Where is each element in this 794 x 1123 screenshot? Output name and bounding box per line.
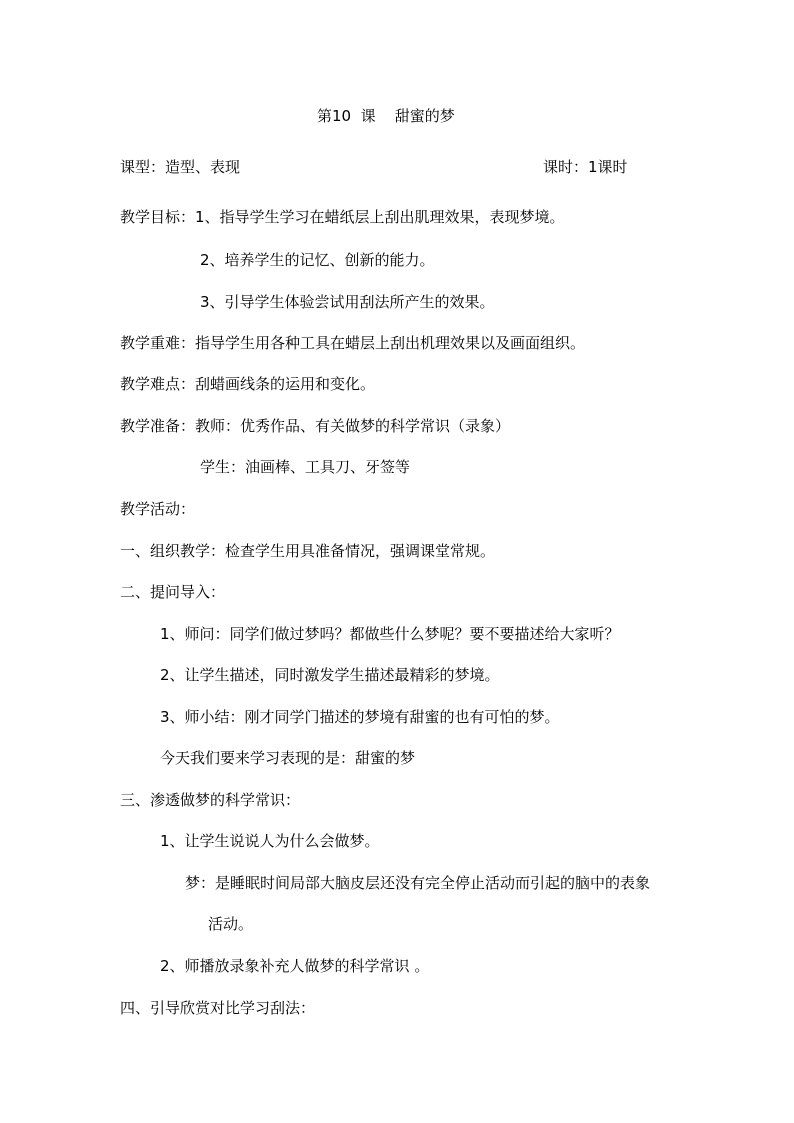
section-3-item-1: 1、让学生说说人为什么会做梦。 [160, 832, 380, 850]
key-points: 教学重难：指导学生用各种工具在蜡层上刮出机理效果以及画面组织。 [120, 334, 586, 352]
objective-2: 2、培养学生的记忆、创新的能力。 [200, 251, 435, 269]
dream-definition-cont: 活动。 [208, 915, 254, 933]
activities-heading: 教学活动： [120, 500, 196, 518]
section-1: 一、组织教学：检查学生用具准备情况，强调课堂常规。 [120, 542, 496, 560]
section-3: 三、渗透做梦的科学常识： [120, 791, 301, 809]
preparation-student: 学生：油画棒、工具刀、牙签等 [200, 458, 411, 476]
section-2-item: 3、师小结：刚才同学门描述的梦境有甜蜜的也有可怕的梦。 [160, 708, 560, 726]
objective-1: 教学目标：1、指导学生学习在蜡纸层上刮出肌理效果，表现梦境。 [120, 208, 565, 226]
lesson-title: 第10 课 甜蜜的梦 [317, 107, 455, 125]
difficulty: 教学难点：刮蜡画线条的运用和变化。 [120, 375, 376, 393]
preparation-teacher: 教学准备：教师：优秀作品、有关做梦的科学常识（录象） [120, 417, 511, 435]
objective-3: 3、引导学生体验尝试用刮法所产生的效果。 [200, 293, 495, 311]
section-2-item: 今天我们要来学习表现的是：甜蜜的梦 [160, 749, 416, 767]
section-4: 四、引导欣赏对比学习刮法： [120, 999, 316, 1017]
dream-definition: 梦：是睡眠时间局部大脑皮层还没有完全停止活动而引起的脑中的表象 [185, 874, 651, 892]
section-2-item: 1、师问：同学们做过梦吗？都做些什么梦呢？要不要描述给大家听？ [160, 625, 620, 643]
section-3-item-2: 2、师播放录象补充人做梦的科学常识 。 [160, 957, 430, 975]
section-2-item: 2、让学生描述，同时激发学生描述最精彩的梦境。 [160, 666, 500, 684]
section-2: 二、提问导入： [120, 583, 226, 601]
lesson-type: 课型：造型、表现 [120, 158, 241, 176]
lesson-hours: 课时：1课时 [543, 158, 628, 176]
